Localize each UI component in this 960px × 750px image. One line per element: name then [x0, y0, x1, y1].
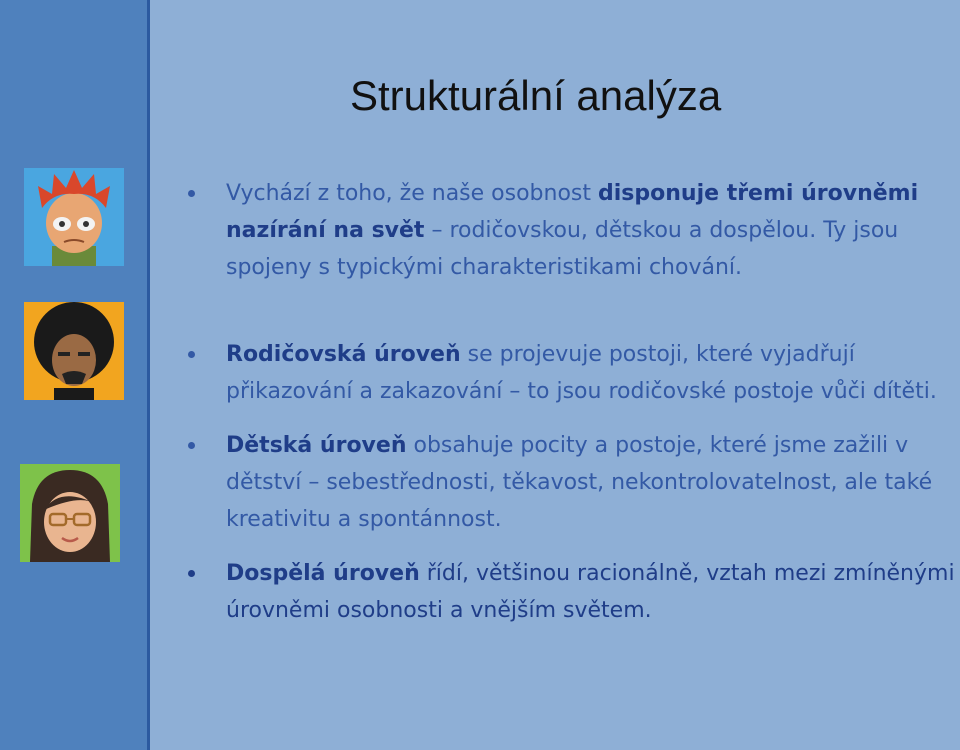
bullet-dot-icon: [188, 442, 195, 449]
bullet-dot-icon: [188, 190, 195, 197]
bullet-list: [180, 175, 960, 629]
bullet-item: Vychází z toho, že naše osobnost disponuje třemi úrovněmi nazírání na svět – rodičovskou, dětskou a dospělou. Ty jsou spojeny s typickými charakteristikami chování.: [180, 175, 960, 286]
avatar-woman-with-glasses-icon: [20, 464, 120, 562]
avatar-afro-man-icon: [24, 302, 124, 400]
page-title: Strukturální analýza: [350, 72, 722, 119]
bullet-item: Rodičovská úroveň se projevuje postoji, které vyjadřují přikazování a zakazování – to jsou rodičovské postoje vůči dítěti.: [180, 336, 960, 410]
bullet-item: Dětská úroveň obsahuje pocity a postoje, které jsme zažili v dětství – sebestřednosti, těkavost, nekontrolovatelnost, ale také kreativitu a spontánnost.: [180, 427, 960, 538]
bullet-dot-icon: [188, 351, 195, 358]
bullet-item: Dospělá úroveň řídí, většinou racionálně, vztah mezi zmíněnými úrovněmi osobnosti a vnějším světem.: [180, 555, 960, 629]
avatar-redhead-boy-icon: [24, 168, 124, 266]
bullet-dot-icon: [188, 570, 195, 577]
